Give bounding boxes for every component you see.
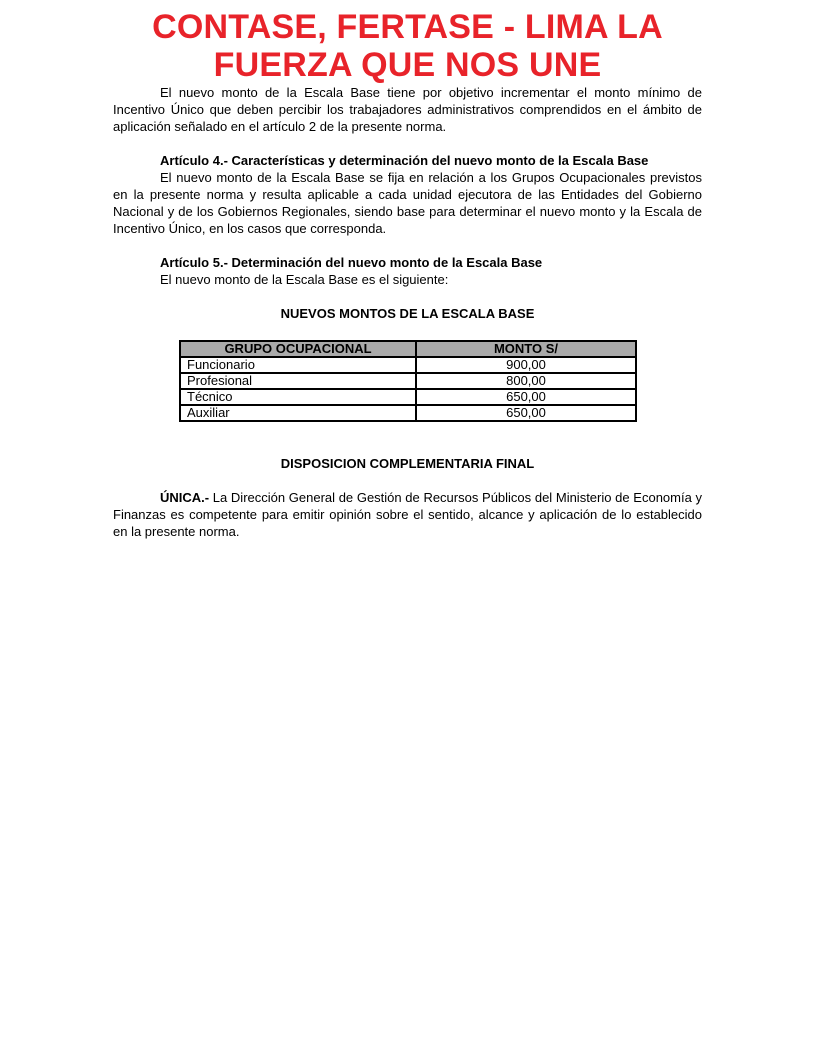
articulo-5-heading: Artículo 5.- Determinación del nuevo monto de la Escala Base — [160, 255, 543, 270]
cell-grupo: Auxiliar — [180, 405, 416, 421]
header-grupo: GRUPO OCUPACIONAL — [180, 341, 416, 357]
cell-monto: 650,00 — [416, 405, 636, 421]
table-header-row — [180, 341, 636, 357]
table-row — [180, 373, 636, 389]
disposicion-paragraph — [113, 489, 702, 540]
table-title: NUEVOS MONTOS DE LA ESCALA BASE — [280, 306, 535, 321]
table-row — [180, 405, 636, 421]
intro-paragraph: El nuevo monto de la Escala Base tiene por objetivo incrementar el monto mínimo de Incentivo Único que deben percibir los trabajadores administrativos comprendidos en el ámbito de aplicación señalado en el artículo 2 de la presente norma. — [113, 85, 702, 134]
cell-monto: 650,00 — [416, 389, 636, 405]
title-line-2: FUERZA QUE NOS UNE — [213, 46, 602, 84]
disposicion-heading: DISPOSICION COMPLEMENTARIA FINAL — [280, 456, 535, 471]
articulo-5-text: El nuevo monto de la Escala Base es el siguiente: — [160, 272, 449, 287]
articulo-4-text: El nuevo monto de la Escala Base se fija en relación a los Grupos Ocupacionales previstos en la presente norma y resulta aplicable a cada unidad ejecutora de las Entidades del Gobierno Nacional y de los Gobiernos Regionales, siendo base para determinar el nuevo monto y la Escala de Incentivo Único, en los casos que corresponda. — [113, 170, 702, 236]
title-line-1: CONTASE, FERTASE - LIMA LA — [152, 8, 663, 46]
page-title — [109, 8, 706, 84]
cell-grupo: Técnico — [180, 389, 416, 405]
header-monto: MONTO S/ — [416, 341, 636, 357]
document-page — [113, 0, 702, 540]
articulo-4-heading: Artículo 4.- Características y determinación del nuevo monto de la Escala Base — [160, 153, 649, 168]
table-row — [180, 389, 636, 405]
unica-text: La Dirección General de Gestión de Recursos Públicos del Ministerio de Economía y Finanzas es competente para emitir opinión sobre el sentido, alcance y aplicación de lo establecido en la presente norma. — [113, 490, 702, 539]
cell-grupo: Funcionario — [180, 357, 416, 373]
cell-grupo: Profesional — [180, 373, 416, 389]
cell-monto: 900,00 — [416, 357, 636, 373]
table-row — [180, 357, 636, 373]
cell-monto: 800,00 — [416, 373, 636, 389]
escala-base-table — [179, 340, 637, 422]
unica-label: ÚNICA.- — [160, 490, 210, 505]
